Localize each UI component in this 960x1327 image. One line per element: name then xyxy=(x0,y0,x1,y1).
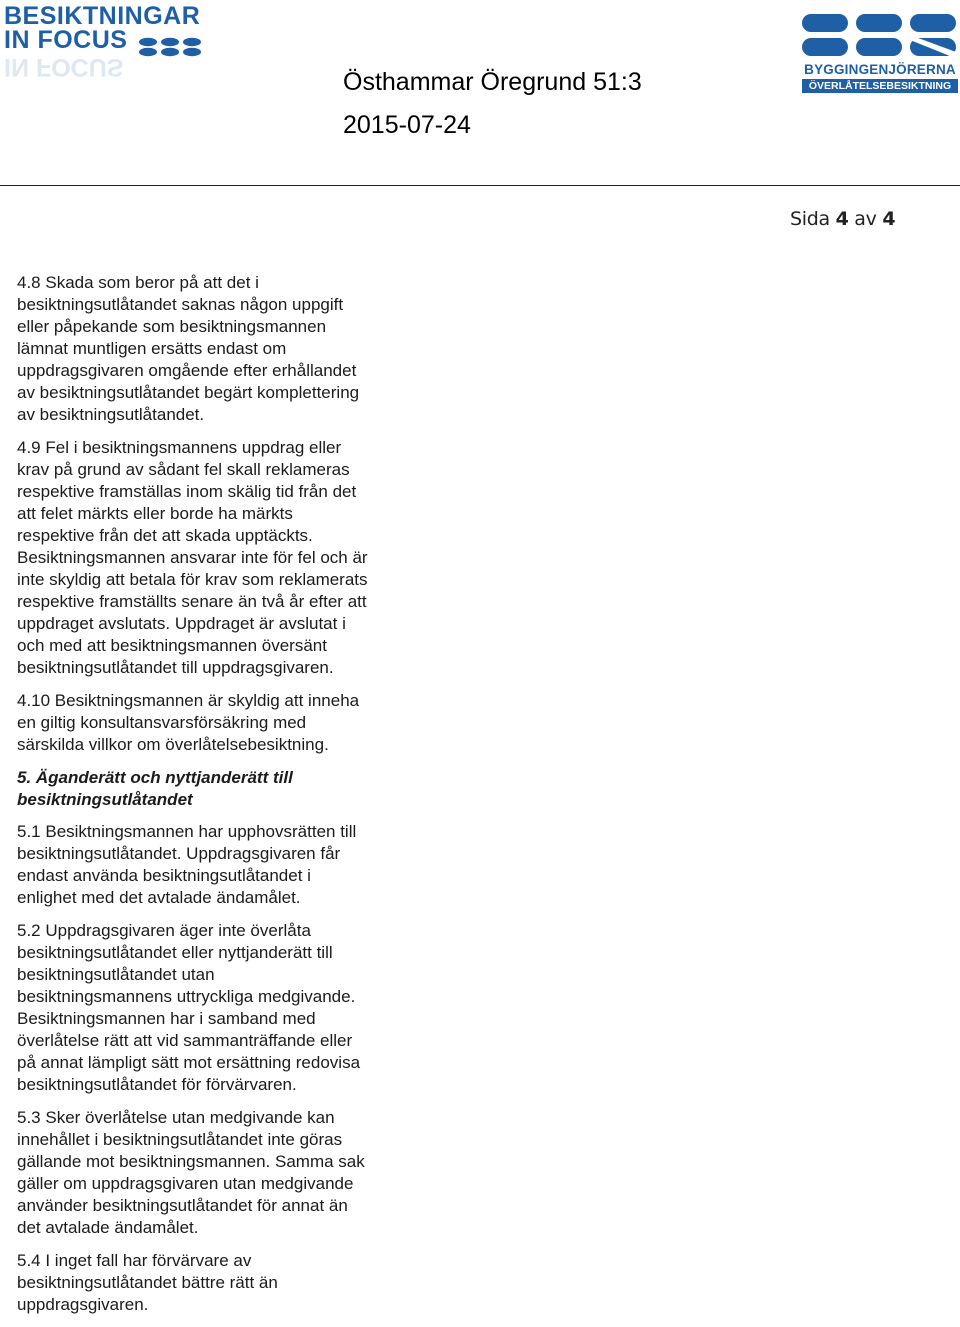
page-counter xyxy=(790,207,895,231)
byggingenjorerna-logo xyxy=(800,12,958,94)
page-counter-prefix: Sida xyxy=(790,208,830,230)
page-current: 4 xyxy=(835,208,849,230)
page-title: Östhammar Öregrund 51:3 xyxy=(343,68,642,96)
logo-reflection: IN FOCUS xyxy=(4,53,124,81)
document-date: 2015-07-24 xyxy=(343,111,471,139)
logo-tagline: ÖVERLÅTELSEBESIKTNING xyxy=(802,79,958,93)
logo-line-1: BESIKTNINGAR xyxy=(4,2,201,30)
clause-5-3: 5.3 Sker överlåtelse utan medgivande kan innehållet i besiktningsutlåtandet inte göras gällande mot besiktningsmannen. Samma sak gäller om uppdragsgivaren utan medgivande använder besiktningsutlåtandet för annat än det avtalade ändamålet. xyxy=(17,1108,365,1237)
scanned-terms-text xyxy=(17,272,427,1327)
clause-4-8: 4.8 Skada som beror på att det i besiktningsutlåtandet saknas någon uppgift eller påpekande som besiktningsmannen lämnat muntligen ersätts endast om uppdragsgivaren omgående efter erhållandet av besiktningsutlåtandet begärt komplettering av besiktningsutlåtandet. xyxy=(17,273,360,424)
page-total: 4 xyxy=(882,208,896,230)
clause-5-2: 5.2 Uppdragsgivaren äger inte överlåta besiktningsutlåtandet eller nyttjanderätt till besiktningsutlåtandet utan besiktningsmannens uttryckliga medgivande. Besiktningsmannen har i samband med överlåtelse rätt att vid sammanträffande eller på annat lämpligt sätt mot ersättning redovisa besiktningsutlåtandet för förvärvaren. xyxy=(17,921,361,1094)
clause-5-4: 5.4 I inget fall har förvärvare av besiktningsutlåtandet bättre rätt än uppdragsgivaren. xyxy=(17,1251,278,1314)
clause-4-10: 4.10 Besiktningsmannen är skyldig att inneha en giltig konsultansvarsförsäkring med särskilda villkor om överlåtelsebesiktning. xyxy=(17,691,360,754)
clause-4-9: 4.9 Fel i besiktningsmannens uppdrag eller krav på grund av sådant fel skall reklameras respektive framställas inom skälig tid från det att felet märkts eller borde ha märkts respektive från det att skada upptäckts. Besiktningsmannen ansvarar inte för fel och är inte skyldig att betala för krav som reklamerats respektive framställts senare än två år efter att uppdraget avslutats. Uppdraget är avslutat i och med att besiktningsmannen översänt besiktningsutlåtandet till uppdragsgivaren. xyxy=(17,438,368,677)
logo-dots-icon xyxy=(138,37,204,57)
logo-wordmark: BYGGINGENJÖRERNA xyxy=(804,62,956,77)
page-counter-separator: av xyxy=(854,208,877,230)
sbr-logo-icon xyxy=(800,12,958,60)
besiktningar-in-focus-logo xyxy=(4,4,204,88)
header-divider xyxy=(0,185,960,186)
logo-line-2: IN FOCUS xyxy=(4,26,128,54)
section-5-heading: 5. Äganderätt och nyttjanderätt till besiktningsutlåtandet xyxy=(17,768,293,809)
clause-5-1: 5.1 Besiktningsmannen har upphovsrätten till besiktningsutlåtandet. Uppdragsgivaren får endast använda besiktningsutlåtandet i enlighet med det avtalade ändamålet. xyxy=(17,822,357,907)
